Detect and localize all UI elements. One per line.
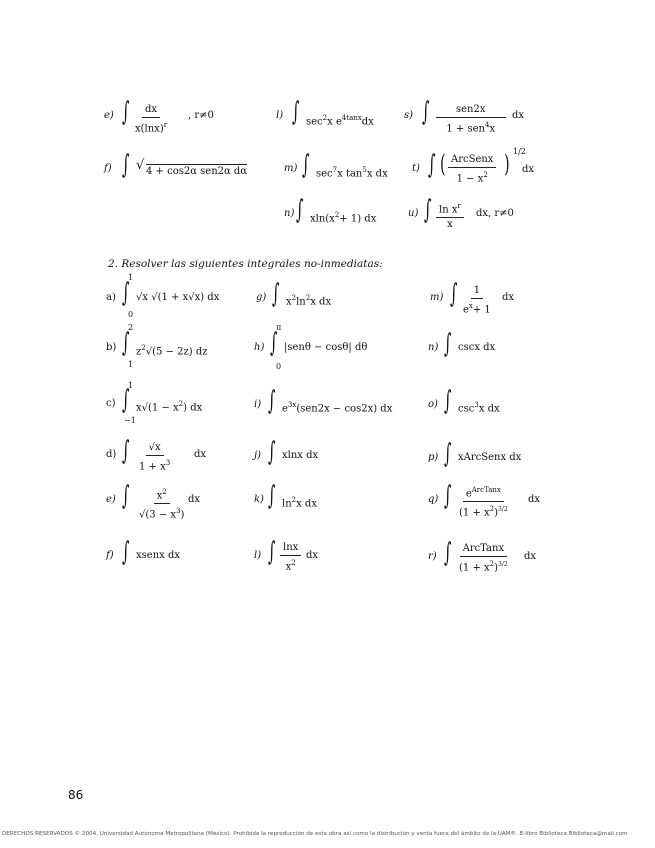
exponent: 2	[483, 171, 488, 179]
integrand-part: x√(1 − x	[136, 402, 179, 414]
integral-sign: ∫	[122, 385, 130, 415]
exercise-label: f)	[106, 550, 114, 561]
integral-sign: ∫	[268, 481, 276, 511]
section-heading: 2. Resolver las siguientes integrales no-inmediatas:	[108, 258, 383, 270]
integrand	[286, 292, 331, 308]
integral-sign: ∫	[424, 195, 432, 225]
upper-limit: 1	[128, 381, 134, 390]
integrand-part: √(5 − 2z) dz	[145, 346, 208, 358]
integral-sign: ∫	[268, 386, 276, 416]
fraction	[456, 543, 511, 574]
exponent: 2	[322, 114, 328, 122]
lower-limit: 0	[128, 310, 134, 319]
exponent: 3/2	[498, 506, 508, 514]
integrand-part: (sen2x − cos2x) dx	[296, 403, 393, 415]
exercise-label: g)	[256, 292, 267, 303]
sqrt-sign: √	[136, 158, 145, 173]
exercise-label: n)	[284, 208, 295, 219]
exponent: 2	[178, 400, 184, 408]
differential: dx	[306, 550, 319, 561]
exercise-label: e)	[104, 110, 114, 121]
integral-sign: ∫	[296, 195, 304, 225]
integral-sign: ∫	[122, 278, 130, 308]
exponent: 2	[162, 488, 167, 496]
integral-sign: ∫	[122, 481, 130, 511]
integrand-part: ) dx	[183, 402, 203, 414]
exercise-label: p)	[428, 452, 439, 463]
fraction	[136, 442, 173, 473]
exercise-label: u)	[408, 208, 419, 219]
denominator-text: (1 + x	[459, 562, 490, 574]
integrand: 4 + cos2α sen2α dα	[146, 166, 248, 177]
upper-limit: π	[276, 323, 282, 332]
denominator	[443, 118, 498, 135]
integral-sign: ∫	[450, 279, 458, 309]
exercise-label: h)	[254, 342, 265, 353]
numerator: dx	[142, 104, 160, 118]
fraction	[460, 285, 494, 316]
exercise-label: m)	[284, 163, 298, 174]
integral-sign: ∫	[428, 150, 436, 180]
integrand-part: x dx	[366, 168, 388, 180]
integrand: √x √(1 + x√x) dx	[136, 292, 220, 303]
fraction	[456, 484, 511, 520]
denominator-text: x	[489, 123, 496, 135]
denominator-text: )	[494, 507, 499, 519]
exercise-label: l)	[254, 550, 262, 561]
integral-sign: ∫	[122, 150, 130, 180]
integrand-part: x dx	[478, 403, 500, 415]
numerator: 1	[471, 285, 483, 299]
integrand-part: x	[286, 296, 292, 308]
exercise-label: j)	[254, 450, 262, 461]
exponent: 3	[176, 507, 181, 516]
integrand-part: dx	[361, 116, 374, 128]
denominator-text: x(lnx)	[135, 123, 164, 135]
exercise-label: k)	[254, 494, 264, 505]
exponent: 2	[291, 559, 296, 567]
integrand: xArcSenx dx	[458, 452, 522, 463]
numerator-text: e	[465, 488, 472, 500]
exponent: 2	[334, 211, 340, 219]
numerator: lnx	[280, 542, 301, 556]
numerator	[463, 484, 504, 502]
numerator: ArcSenx	[448, 154, 496, 168]
denominator	[456, 557, 511, 574]
integrand	[136, 398, 202, 414]
numerator: sen2x	[436, 104, 506, 118]
integrand-part: x e	[327, 116, 342, 128]
integrand: xsenx dx	[136, 550, 180, 561]
exponent: 2	[141, 344, 146, 352]
integrand-part: ln	[296, 296, 306, 308]
denominator-text: 1 + x	[139, 461, 166, 473]
integrand: xlnx dx	[282, 450, 319, 461]
integrand-part: x tan	[337, 168, 363, 180]
exponent: 4	[484, 121, 490, 129]
denominator	[132, 118, 170, 135]
upper-limit: 2	[128, 323, 134, 332]
differential: dx	[512, 110, 525, 121]
numerator-text: ln x	[439, 204, 458, 216]
exponent: 3	[165, 459, 171, 467]
differential: dx	[524, 551, 537, 562]
integral-sign: ∫	[444, 439, 452, 469]
left-paren: (	[440, 150, 446, 178]
fraction	[436, 200, 464, 231]
exercise-label: d)	[106, 449, 117, 460]
integrand	[310, 209, 376, 225]
denominator	[136, 456, 173, 473]
condition: dx, r≠0	[476, 208, 514, 219]
integrand	[458, 399, 500, 415]
exponent: 3	[474, 401, 479, 409]
integrand-part: xln(x	[310, 213, 335, 225]
exponent: 2	[291, 496, 297, 504]
denominator-text: (1 + x	[459, 507, 490, 519]
integrand-part: csc	[458, 403, 475, 415]
exercise-label: e)	[106, 494, 116, 505]
integral-sign: ∫	[122, 328, 130, 358]
denominator-text: √(3 − x	[139, 509, 177, 521]
denominator-text: 1 − x	[456, 173, 484, 185]
exercise-label: a)	[106, 292, 116, 303]
differential: dx	[502, 292, 515, 303]
numerator: √x	[146, 442, 164, 456]
exponent: 5	[362, 166, 367, 174]
denominator-text: 1 + sen	[446, 123, 485, 135]
differential: dx	[188, 494, 201, 505]
integrand	[316, 164, 388, 180]
exponent: 3/2	[498, 561, 508, 568]
denominator	[283, 556, 299, 573]
exponent: r	[163, 121, 168, 129]
numerator	[154, 486, 170, 504]
lower-limit: 1	[128, 360, 134, 369]
integrand-part: x dx	[310, 296, 332, 308]
integrand-part: sec	[316, 168, 333, 180]
right-paren: )	[504, 150, 510, 178]
integral-sign: ∫	[122, 537, 130, 567]
integral-sign: ∫	[422, 97, 430, 127]
denominator-text: )	[180, 509, 185, 521]
exponent: 7	[332, 166, 338, 174]
exponent: 2	[489, 505, 495, 514]
denominator-text: + 1	[472, 304, 491, 316]
exponent: 2	[305, 294, 311, 302]
denominator-text: x	[285, 561, 292, 573]
integral-sign: ∫	[268, 537, 276, 567]
integral-sign: ∫	[272, 279, 280, 309]
integrand-part: z	[136, 346, 142, 358]
denominator	[136, 504, 187, 521]
lower-limit: −1	[124, 416, 136, 425]
page-number: 86	[68, 788, 84, 802]
denominator-text: )	[494, 562, 499, 574]
numerator-text: x	[156, 490, 163, 502]
fraction	[448, 154, 496, 185]
denominator	[460, 299, 494, 316]
exponent: 2	[291, 294, 297, 302]
integrand-part: + 1) dx	[339, 213, 377, 225]
exercise-label: o)	[428, 399, 438, 410]
integral-sign: ∫	[292, 97, 300, 127]
denominator	[456, 502, 511, 519]
integral-sign: ∫	[302, 150, 310, 180]
exercise-label: c)	[106, 398, 116, 409]
integrand: cscx dx	[458, 342, 496, 353]
fraction	[280, 542, 301, 573]
integrand-part: e	[282, 403, 288, 415]
outer-exponent: 1/2	[513, 147, 526, 156]
exponent: x	[468, 302, 473, 310]
exercise-label: s)	[404, 110, 414, 121]
integrand-part: sec	[306, 116, 323, 128]
denominator-text: e	[463, 304, 469, 316]
fraction	[436, 104, 506, 135]
integrand	[306, 112, 374, 128]
fraction	[132, 104, 170, 135]
exercise-label: m)	[430, 292, 444, 303]
integral-sign: ∫	[444, 538, 452, 568]
integral-sign: ∫	[122, 97, 130, 127]
integral-sign: ∫	[444, 329, 452, 359]
differential: dx	[528, 494, 541, 505]
exponent: 4tanx	[341, 114, 362, 122]
exercise-label: i)	[254, 399, 262, 410]
integrand: |senθ − cosθ| dθ	[284, 342, 368, 353]
exercise-label: n)	[428, 342, 439, 353]
integrand-part: x dx	[296, 498, 317, 510]
integrand	[282, 494, 317, 510]
lower-limit: 0	[276, 362, 282, 371]
fraction	[136, 486, 187, 522]
exercise-label: b)	[106, 342, 117, 353]
copyright-footer: DERECHOS RESERVADOS © 2004, Universidad Autónoma Metropolitana (México). Prohibida la reproducción de esta obra así como la distribución y venta fuera del ámbito de la UAM®. E-libro Biblioteca Biblioteca@mail.com	[2, 831, 628, 837]
integrand	[282, 399, 392, 415]
numerator	[436, 200, 464, 218]
integral-sign: ∫	[270, 328, 278, 358]
denominator: x	[447, 219, 453, 231]
differential: dx	[194, 449, 207, 460]
exercise-label: r)	[428, 551, 437, 562]
exponent: 3x	[287, 401, 297, 409]
condition: , r≠0	[188, 110, 214, 121]
integrand	[136, 342, 208, 358]
numerator: ArcTanx	[460, 543, 508, 557]
exponent: r	[457, 202, 461, 210]
integral-sign: ∫	[444, 386, 452, 416]
exercise-label: f)	[104, 163, 112, 174]
exercise-label: l)	[276, 110, 284, 121]
exercise-label: t)	[412, 163, 420, 174]
integral-sign: ∫	[444, 481, 452, 511]
integral-sign: ∫	[268, 437, 276, 467]
upper-limit: 1	[128, 273, 134, 282]
exercise-label: q)	[428, 494, 439, 505]
integrand-part: ln	[282, 498, 292, 510]
integral-sign: ∫	[122, 436, 130, 466]
exponent: ArcTanx	[471, 486, 501, 494]
denominator	[454, 168, 491, 185]
exponent: 2	[489, 560, 495, 568]
differential: dx	[522, 164, 535, 175]
